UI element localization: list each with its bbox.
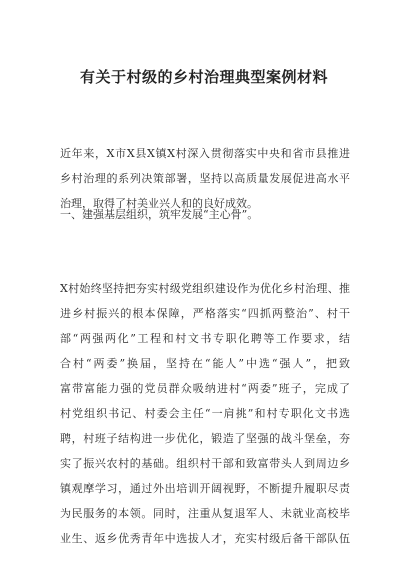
body-paragraph [60, 276, 350, 551]
paragraph-line: X村始终坚持把夯实村级党组织建设作为优化乡村治理、推 [60, 282, 350, 295]
paragraph-line: 治理，取得了村美业兴人和的良好成效。 [60, 197, 258, 210]
paragraph-line: 合村“两委”换届，坚持在“能人”中选“强人”，把致 [60, 357, 350, 370]
paragraph-line: 业生、返乡优秀青年中选拔人才，充实村级后备干部队伍 [60, 532, 350, 545]
paragraph-line: 乡村治理的系列决策部署，坚持以高质量发展促进高水平 [60, 172, 350, 185]
section-heading-text: 一、建强基层组织，筑牢发展“主心骨”。 [60, 208, 259, 221]
paragraph-line: 村党组织书记、村委会主任“一肩挑”和村专职化文书选 [60, 407, 350, 420]
paragraph-line: 部“两强两化”工程和村文书专职化聘等工作要求，结 [60, 332, 350, 345]
paragraph-line: 近年来，X市X县X镇X村深入贯彻落实中央和省市县推进 [60, 147, 350, 160]
paragraph-line: 镇观摩学习，通过外出培训开阔视野，不断提升履职尽责 [60, 482, 350, 495]
paragraph-line: 富带富能力强的党员群众吸纳进村“两委”班子，完成了 [60, 382, 350, 395]
paragraph-line: 为民服务的本领。同时，注重从复退军人、未就业高校毕 [60, 507, 350, 520]
paragraph-line: 实了振兴农村的基础。组织村干部和致富带头人到周边乡 [60, 457, 350, 470]
paragraph-line: 聘，村班子结构进一步优化，锻造了坚强的战斗堡垒，夯 [60, 432, 350, 445]
section-heading [60, 202, 350, 227]
document-title: 有关于村级的乡村治理典型案例材料 [79, 68, 328, 86]
paragraph-line: 进乡村振兴的根本保障，严格落实“四抓两整治”、村干 [60, 307, 350, 320]
